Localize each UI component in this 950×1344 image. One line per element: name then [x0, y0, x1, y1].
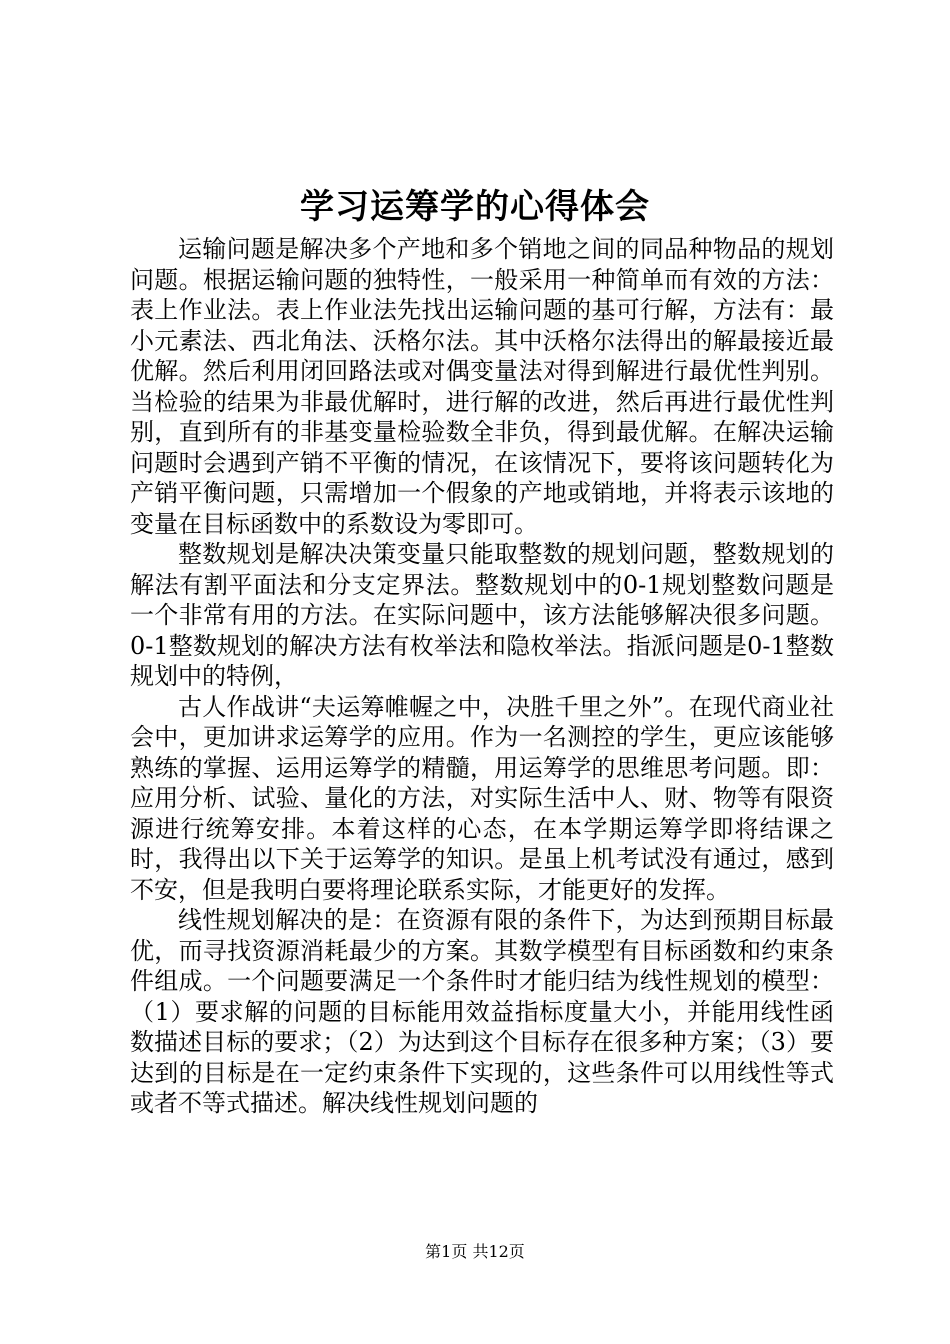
document-title: 学习运筹学的心得体会: [300, 187, 650, 227]
paragraph-linear-programming: 线性规划解决的是：在资源有限的条件下，为达到预期目标最优，而寻找资源消耗最少的方案。其数学模型有目标函数和约束条件组成。一个问题要满足一个条件时才能归结为线性规划的模型：（1）要求解的问题的目标能用效益指标度量大小，并能用线性函数描述目标的要求；（2）为达到这个目标存在很多种方案；（3）要达到的目标是在一定约束条件下实现的，这些条件可以用线性等式或者不等式描述。解决线性规划问题的: [130, 906, 834, 1117]
document-body: [130, 234, 834, 1119]
paragraph-transportation-problem: 运输问题是解决多个产地和多个销地之间的同品种物品的规划问题。根据运输问题的独特性，一般采用一种简单而有效的方法：表上作业法。表上作业法先找出运输问题的基可行解，方法有：最小元素法、西北角法、沃格尔法。其中沃格尔法得出的解最接近最优解。然后利用闭回路法或对偶变量法对得到解进行最优性判别。当检验的结果为非最优解时，进行解的改进，然后再进行最优性判别，直到所有的非基变量检验数全非负，得到最优解。在解决运输问题时会遇到产销不平衡的情况，在该情况下，要将该问题转化为产销平衡问题，只需增加一个假象的产地或销地，并将表示该地的变量在目标函数中的系数设为零即可。: [130, 235, 834, 538]
page-footer: 第1页 共12页: [425, 1242, 525, 1261]
paragraph-integer-programming: 整数规划是解决决策变量只能取整数的规划问题，整数规划的解法有割平面法和分支定界法。整数规划中的0-1规划整数问题是一个非常有用的方法。在实际问题中，该方法能够解决很多问题。0-1整数规划的解决方法有枚举法和隐枚举法。指派问题是0-1整数规划中的特例，: [130, 540, 834, 690]
paragraph-operations-research-application: 古人作战讲“夫运筹帷幄之中，决胜千里之外”。在现代商业社会中，更加讲求运筹学的应用。作为一名测控的学生，更应该能够熟练的掌握、运用运筹学的精髓，用运筹学的思维思考问题。即：应用分析、试验、量化的方法，对实际生活中人、财、物等有限资源进行统筹安排。本着这样的心态，在本学期运筹学即将结课之时，我得出以下关于运筹学的知识。是虽上机考试没有通过，感到不安，但是我明白要将理论联系实际，才能更好的发挥。: [130, 692, 834, 904]
